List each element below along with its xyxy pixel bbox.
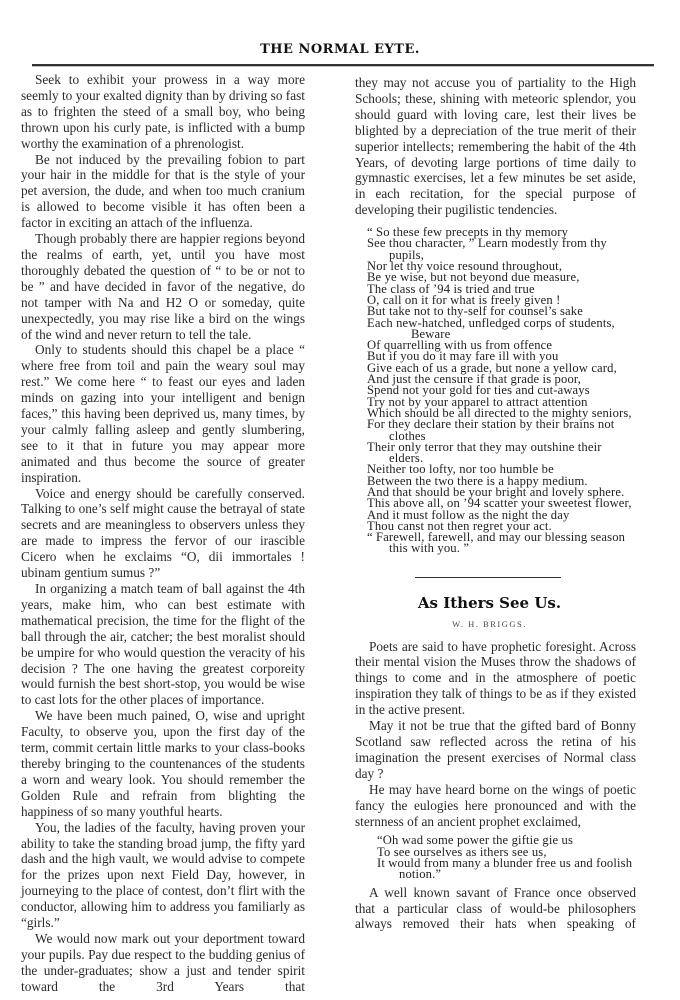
paragraph: Poets are said to have prophetic foresight. Across their mental vision the Muses throw the shadows of things to come and in the atmosphere of poetic inspiration they talk of things to be as if they existed in the active present. xyxy=(355,638,636,718)
paragraph: In organizing a match team of ball against the 4th years, make him, who can best estimate with mathematical precision, the time for the flight of the ball through the air, catcher; the best moralist should be umpire for who would question the veracity of his decision ? The one having the greatest corporeity would furnish the best short-stop, you would be wise to cast lots for the other places of importance. xyxy=(21,581,305,708)
poem-line: Thou canst not then regret your act. xyxy=(367,518,552,533)
poem-line: See thou character, ” Learn modestly from thy pupils, xyxy=(367,236,607,262)
poem-line: Spend not your gold for ties and cut-aways xyxy=(367,383,590,398)
poem-line: Each new-hatched, unfledged corps of students, xyxy=(367,315,615,330)
poem-line: Be ye wise, but not beyond due measure, xyxy=(367,270,580,285)
poem-line: Neither too lofty, nor too humble be xyxy=(367,462,554,477)
poem-line: Beware xyxy=(411,326,451,341)
right-column xyxy=(355,75,636,932)
poem-line: For they declare their station by their brains not clothes xyxy=(367,417,615,443)
paragraph: May it not be true that the gifted bard of Bonny Scotland saw reflected across the retina of his imagination the present exercises of Normal class day ? xyxy=(355,718,636,781)
quote-line: “Oh wad some power the giftie gie us xyxy=(377,833,574,848)
poem-line: Between the two there is a happy medium. xyxy=(367,473,588,488)
section-separator xyxy=(415,577,561,578)
poem-line: Their only terror that they may outshine their elders. xyxy=(367,439,602,466)
block-quote xyxy=(377,835,636,880)
paragraph: Only to students should this chapel be a place “ where free from toil and pain the weary soul may rest.” We come here “ to feast our eyes and laden minds on gazing into your intelligent and benign faces,” this having been deprived us, many times, by your calmly falling asleep and gently slumbering, see to it that in future you may appear more animated and thus become the source of greater inspiration. xyxy=(21,342,305,485)
poem-line: This above all, on ’94 scatter your sweetest flower, xyxy=(367,496,632,511)
poem-line: And that should be your bright and lovely sphere. xyxy=(367,484,625,499)
poem-line: The class of ’94 is tried and true xyxy=(367,281,535,296)
poem-line: Try not by your apparel to attract attention xyxy=(367,394,588,409)
poem-line: Nor let thy voice resound throughout, xyxy=(367,259,563,274)
poem-line: And just the censure if that grade is poor, xyxy=(367,372,582,387)
poem-line: But if you do it may fare ill with you xyxy=(367,349,559,364)
quote-line: To see ourselves as ithers see us, xyxy=(377,844,547,859)
paragraph: You, the ladies of the faculty, having proven your ability to take the standing broad jump, the fifty yard dash and the high vault, we would advise to compete for the prizes upon next Field Day, however, in journeying to the place of contest, don’t flirt with the conductor, allowing him to address you familiarly as “girls.” xyxy=(21,819,305,931)
paragraph: He may have heard borne on the wings of poetic fancy the eulogies here pronounced and with the sternness of an ancient prophet exclaimed, xyxy=(355,781,636,829)
poem xyxy=(367,227,636,555)
quote-line: It would from many a blunder free us and foolish notion.” xyxy=(377,856,633,882)
poem-line: Of quarrelling with us from offence xyxy=(367,338,553,353)
poem-line: Give each of us a grade, but none a yellow card, xyxy=(367,360,617,375)
poem-line: O, call on it for what is freely given ! xyxy=(367,292,561,307)
paragraph: We would now mark out your deportment toward your pupils. Pay due respect to the budding genius of the under-graduates; show a just and tender spirit toward the 3rd Years that xyxy=(21,930,305,994)
paragraph: Voice and energy should be carefully conserved. Talking to one’s self might cause the betrayal of state secrets and are meaningless to observers unless they are made to impress the fervor of our irascible Cicero when he exclaims “O, dii immortales ! ubinam gentium sumus ?” xyxy=(21,485,305,581)
poem-line: And it must follow as the night the day xyxy=(367,507,570,522)
paragraph: Be not induced by the prevailing fobion to part your hair in the middle for that is the style of your pet aversion, the dude, and when too much cranium is allowed to become visible it has often been a factor in exciting an attach of the influenza. xyxy=(21,151,305,231)
poem-line: But take not to thy-self for counsel’s sake xyxy=(367,304,583,319)
poem-line: “ So these few precepts in thy memory xyxy=(367,225,569,240)
paragraph: We have been much pained, O, wise and upright Faculty, to observe you, upon the first day of the term, commit certain little marks to your class-books thereby bringing to the countenances of the students a worn and weary look. You should remember the Golden Rule and refrain from blighting the happiness of so many youthful hearts. xyxy=(21,708,305,819)
paragraph: Though probably there are happier regions beyond the realms of earth, yet, until you have most thoroughly debated the question of “ to be or not to be ” and have decided in favor of the negative, do not tamper with Na and H2 O or someday, quite unexpectedly, you may rise like a bird on the wings of the wind and never return to tell the tale. xyxy=(21,231,305,342)
article-title: As Ithers See Us. xyxy=(417,593,562,612)
poem-line: Which should be all directed to the mighty seniors, xyxy=(367,405,632,420)
continued-paragraph: they may not accuse you of partiality to the High Schools; these, shining with meteoric splendor, you should guard with loving care, lest their lives be blighted by a depreciation of the true merit of their superior intellects; remembering the habit of the 4th Years, of devoting large portions of time daily to gymnastic exercises, let a few minutes be set aside, in each recitation, for the special purpose of developing their pugilistic tendencies. xyxy=(355,75,636,218)
masthead-title: THE NORMAL EYTE. xyxy=(260,42,420,57)
poem-line: “ Farewell, farewell, and may our blessing season this with you. ” xyxy=(367,530,626,556)
paragraph: Seek to exhibit your prowess in a way more seemly to your exalted dignity than by driving so fast as to frighten the steed of a small boy, who being thrown upon his curly pate, is inflicted with a bump worthy the examination of a phrenologist. xyxy=(21,72,305,151)
paragraph: A well known savant of France once observed that a particular class of would-be philosophers always removed their hats when speaking of xyxy=(355,884,636,932)
header-rule xyxy=(32,64,654,67)
article-byline: W. H. BRIGGS. xyxy=(452,618,527,629)
left-column xyxy=(21,72,305,995)
